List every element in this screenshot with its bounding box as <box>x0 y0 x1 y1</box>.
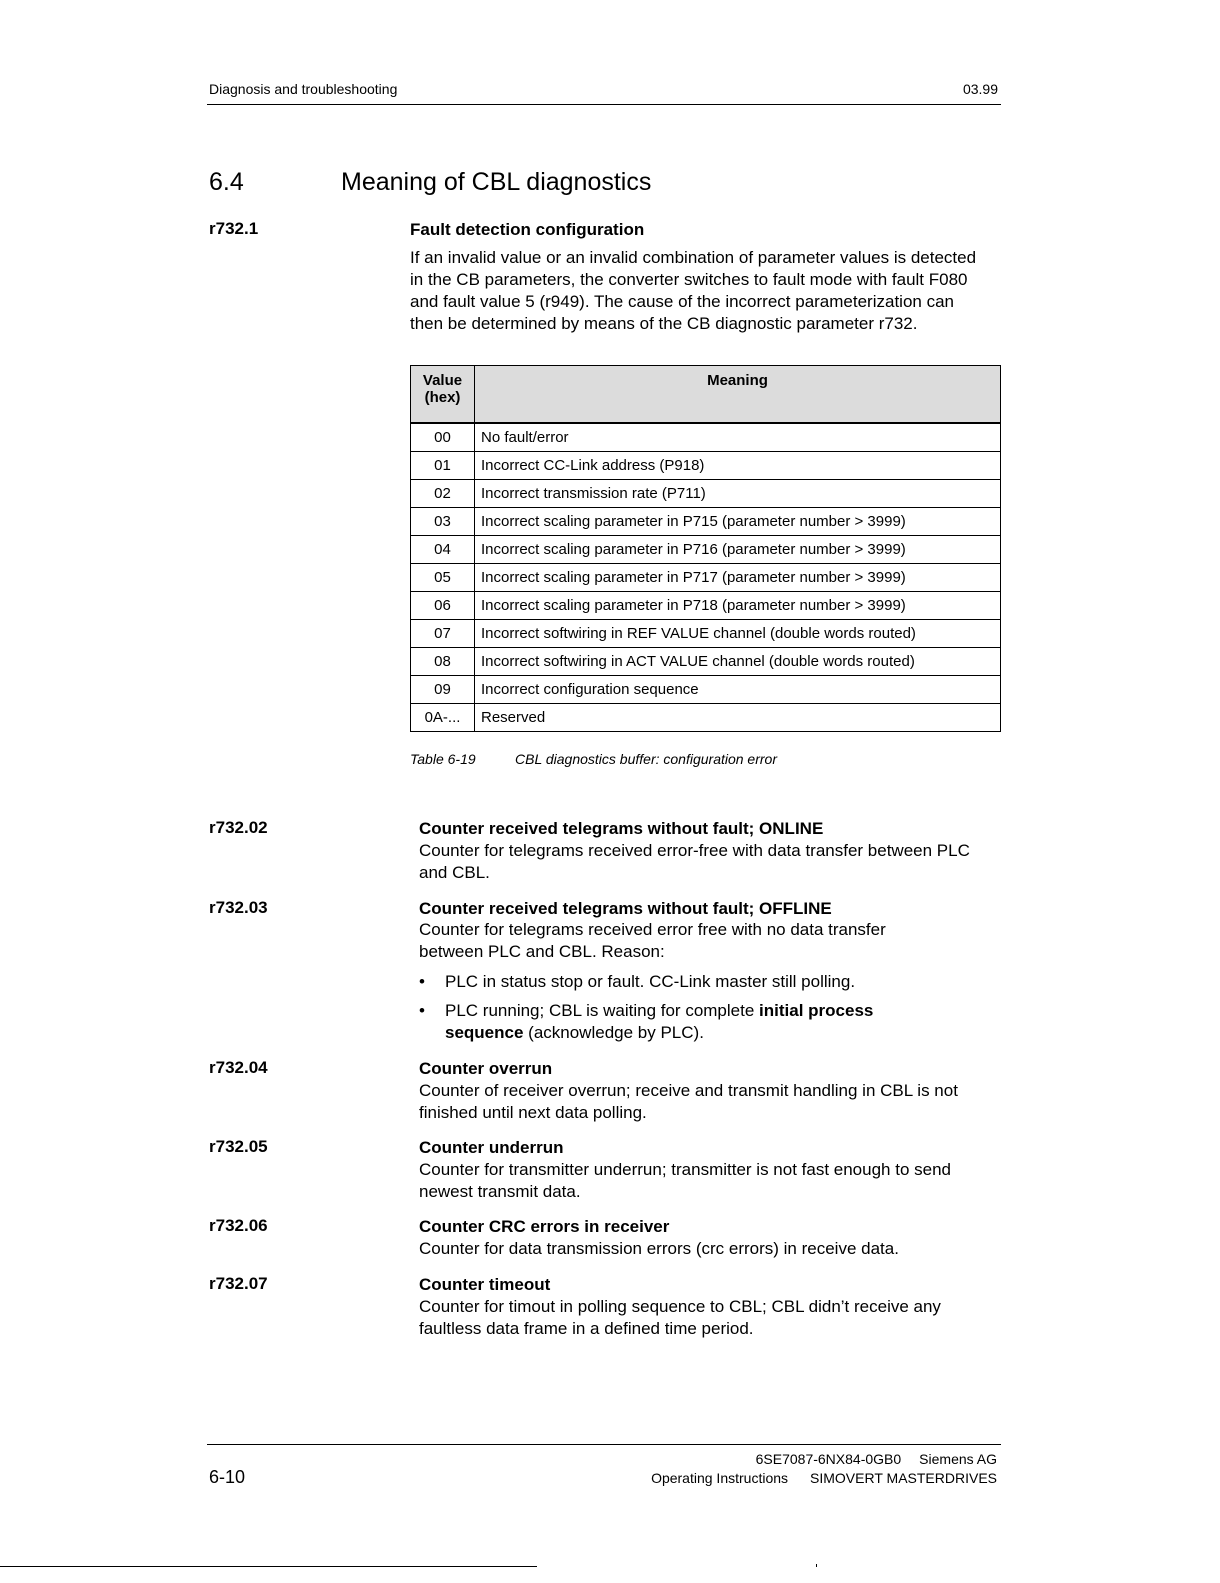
param-label-r732-04: r732.04 <box>209 1058 268 1077</box>
table-row <box>411 452 1001 480</box>
table-caption <box>410 751 777 767</box>
table-header-row <box>411 366 1001 423</box>
footer-doc-line <box>560 1470 997 1486</box>
bullet-text: PLC in status stop or fault. CC-Link master still polling. <box>445 972 856 991</box>
footer-rule <box>207 1444 1001 1445</box>
table-cell-meaning: Incorrect softwiring in REF VALUE channel (double words routed) <box>475 620 1001 648</box>
param-label-r732-06: r732.06 <box>209 1216 268 1235</box>
table-cell-value: 08 <box>411 648 475 676</box>
param-body-offline: Counter for telegrams received error free with no data transfer between PLC and CBL. Reason: <box>419 920 886 961</box>
table-cell-value: 07 <box>411 620 475 648</box>
page-number: 6-10 <box>209 1467 246 1487</box>
table-cell-meaning: Incorrect scaling parameter in P717 (parameter number > 3999) <box>475 564 1001 592</box>
table-cell-value: 06 <box>411 592 475 620</box>
table-row <box>411 508 1001 536</box>
param-title-underrun: Counter underrun <box>419 1138 564 1157</box>
table-row <box>411 676 1001 704</box>
config-error-table <box>410 365 1001 732</box>
table-row <box>411 480 1001 508</box>
footer-product: SIMOVERT MASTERDRIVES <box>810 1470 997 1486</box>
table-row <box>411 424 1001 452</box>
table-caption-text: CBL diagnostics buffer: configuration error <box>515 751 777 767</box>
table-cell-meaning: Incorrect configuration sequence <box>475 676 1001 704</box>
param-body-underrun: Counter for transmitter underrun; transmitter is not fast enough to send newest transmit data. <box>419 1160 951 1201</box>
param-body-online: Counter for telegrams received error-free with data transfer between PLC and CBL. <box>419 841 970 882</box>
param-label-r732-05: r732.05 <box>209 1137 268 1156</box>
table-caption-number: Table 6-19 <box>410 751 476 767</box>
table-cell-value: 04 <box>411 536 475 564</box>
footer-order-line <box>600 1451 997 1467</box>
table-cell-meaning: Incorrect transmission rate (P711) <box>475 480 1001 508</box>
table-cell-meaning: Reserved <box>475 704 1001 732</box>
bullet-dot-icon: • <box>419 972 425 991</box>
param-body-fault-detection: If an invalid value or an invalid combination of parameter values is detected in the CB parameters, the converter switches to fault mode with fault F080 and fault value 5 (r949). The cause of the incorrect parameterization can then be determined by means of the CB diagnostic parameter r732. <box>410 248 977 333</box>
header-rule <box>207 104 1001 105</box>
param-title-offline: Counter received telegrams without fault; OFFLINE <box>419 899 832 918</box>
footer-company: Siemens AG <box>919 1451 997 1467</box>
scan-edge-line <box>0 1566 537 1567</box>
table-cell-value: 09 <box>411 676 475 704</box>
scan-edge-mark <box>816 1564 817 1567</box>
param-label-r732-07: r732.07 <box>209 1274 268 1293</box>
table-cell-value: 01 <box>411 452 475 480</box>
param-body-timeout: Counter for timout in polling sequence to CBL; CBL didn’t receive any faultless data frame in a defined time period. <box>419 1297 941 1338</box>
table-header-value: Value (hex) <box>411 366 475 423</box>
table-row <box>411 536 1001 564</box>
table-cell-meaning: Incorrect scaling parameter in P718 (parameter number > 3999) <box>475 592 1001 620</box>
running-header-date: 03.99 <box>962 81 998 97</box>
bullet-dot-icon: • <box>419 1001 425 1020</box>
table-cell-meaning: Incorrect scaling parameter in P716 (parameter number > 3999) <box>475 536 1001 564</box>
param-body-crc: Counter for data transmission errors (crc errors) in receive data. <box>419 1239 899 1258</box>
table-row <box>411 564 1001 592</box>
table-row <box>411 592 1001 620</box>
param-label-r732-03: r732.03 <box>209 898 268 917</box>
table-cell-value: 02 <box>411 480 475 508</box>
table-cell-value: 05 <box>411 564 475 592</box>
table-cell-value: 00 <box>411 424 475 452</box>
param-title-online: Counter received telegrams without fault; ONLINE <box>419 819 824 838</box>
footer-order-number: 6SE7087-6NX84-0GB0 <box>755 1451 902 1467</box>
section-number: 6.4 <box>209 168 244 196</box>
bullet-text: PLC running; CBL is waiting for complete initial process sequence (acknowledge by PLC). <box>445 1001 874 1042</box>
table-header-meaning: Meaning <box>475 366 1001 423</box>
param-label-r732-02: r732.02 <box>209 818 268 837</box>
param-title-fault-detection: Fault detection configuration <box>410 220 645 239</box>
table-cell-value: 0A-... <box>411 704 475 732</box>
table-cell-meaning: Incorrect softwiring in ACT VALUE channel (double words routed) <box>475 648 1001 676</box>
running-header-title: Diagnosis and troubleshooting <box>209 81 398 97</box>
table-cell-meaning: No fault/error <box>475 424 1001 452</box>
section-title: Meaning of CBL diagnostics <box>341 168 652 196</box>
table-row <box>411 648 1001 676</box>
param-title-timeout: Counter timeout <box>419 1275 551 1294</box>
table-row <box>411 704 1001 732</box>
param-title-crc: Counter CRC errors in receiver <box>419 1217 670 1236</box>
bullet-emphasis: initial process sequence <box>445 1001 874 1042</box>
table-cell-meaning: Incorrect scaling parameter in P715 (parameter number > 3999) <box>475 508 1001 536</box>
table-cell-meaning: Incorrect CC-Link address (P918) <box>475 452 1001 480</box>
param-title-overrun: Counter overrun <box>419 1059 553 1078</box>
table-cell-value: 03 <box>411 508 475 536</box>
table-row <box>411 620 1001 648</box>
footer-doc-type: Operating Instructions <box>651 1470 789 1486</box>
param-body-overrun: Counter of receiver overrun; receive and transmit handling in CBL is not finished until next data polling. <box>419 1081 958 1122</box>
param-label-r732-1: r732.1 <box>209 219 259 238</box>
